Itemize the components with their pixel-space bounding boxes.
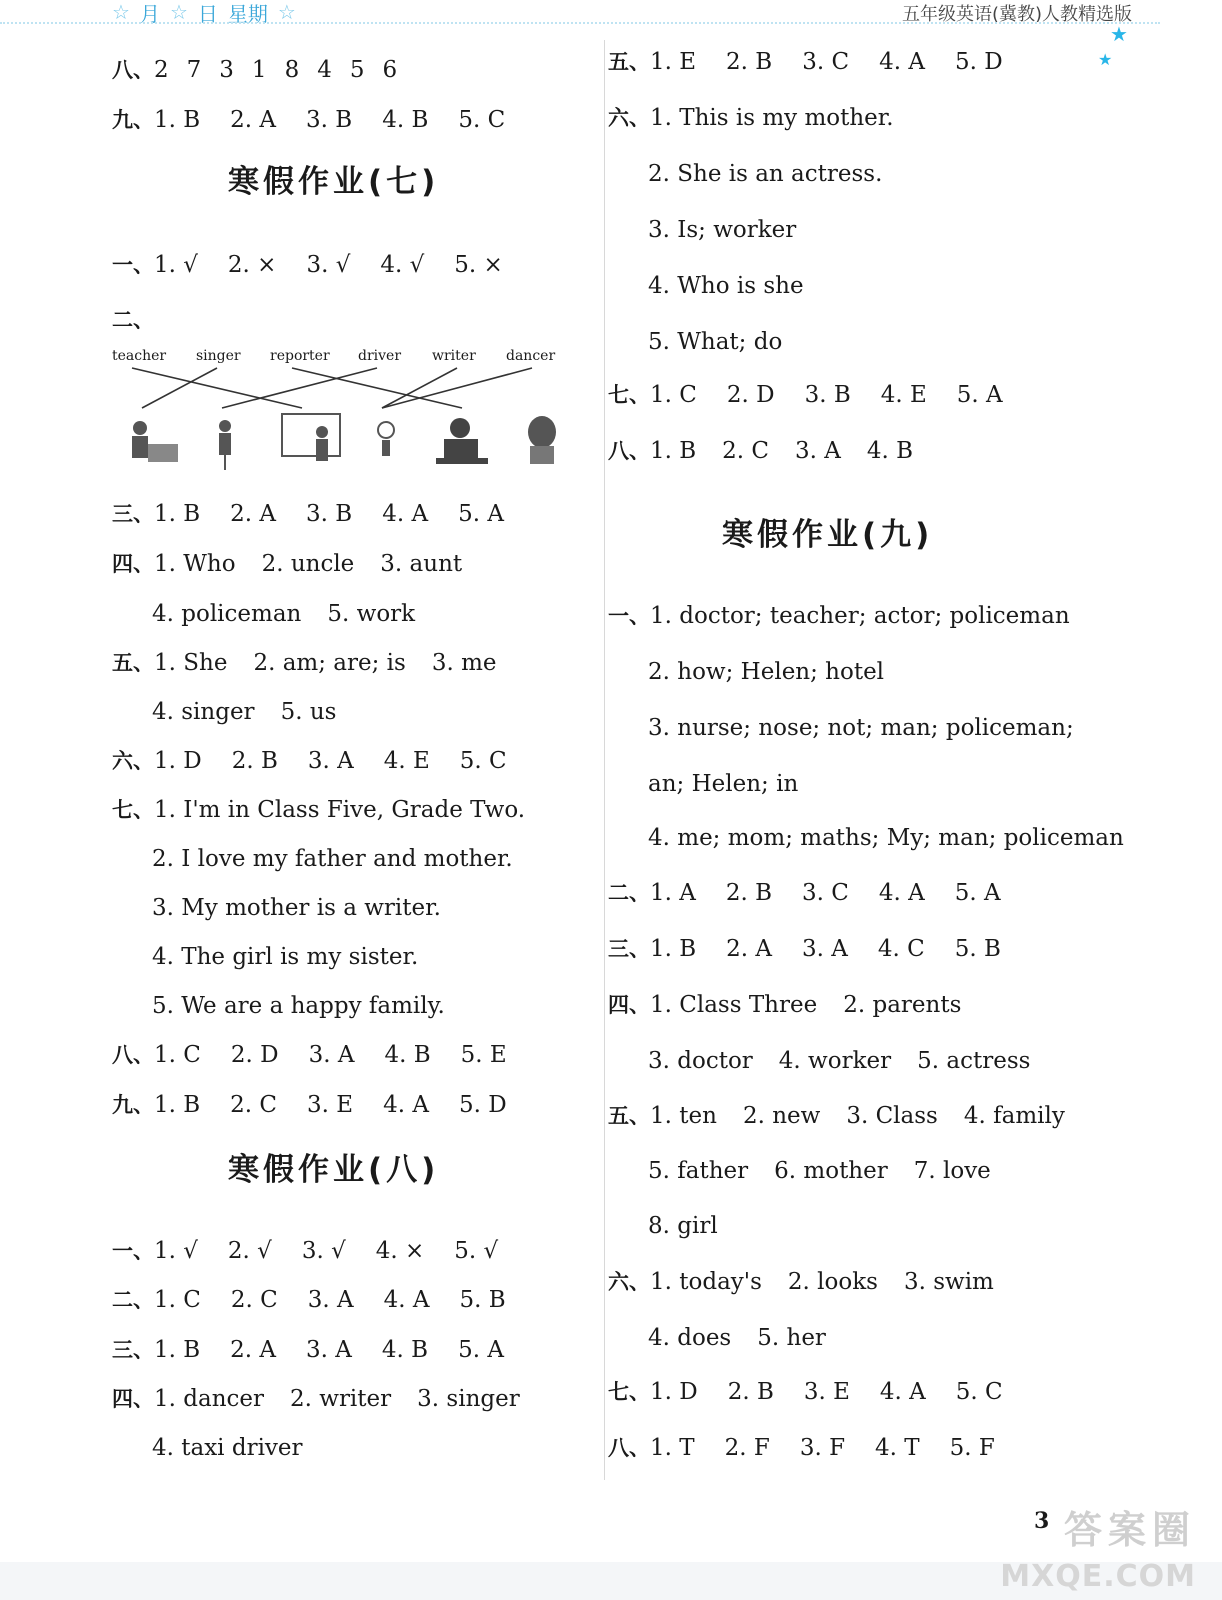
answer-item: 2. D (726, 382, 775, 408)
answer-item: 3. C (802, 880, 849, 906)
match-word: teacher (112, 348, 167, 364)
matching-diagram (112, 348, 572, 478)
answer-row (608, 42, 1003, 82)
answer-item: 7. love (913, 1158, 991, 1184)
answer-item: 5. us (280, 699, 337, 725)
answer-row (112, 790, 525, 830)
answer-row (112, 1379, 520, 1419)
answer-item: 1. doctor; teacher; actor; policeman (650, 603, 1070, 629)
answer-item: 4. The girl is my sister. (152, 944, 419, 970)
header-dotted-rule (0, 22, 1160, 24)
answer-item: 2. F (724, 1435, 770, 1461)
answer-item: 4. A (382, 501, 429, 527)
answer-row (152, 888, 441, 928)
answer-item: 1. Who (154, 551, 236, 577)
section-number: 二、 (112, 308, 154, 332)
answer-item: 1. today's (650, 1269, 762, 1295)
answer-item: 5. her (757, 1325, 826, 1351)
answer-row (152, 1428, 303, 1468)
answer-item: 5. C (955, 1379, 1003, 1405)
answer-item: 1. B (154, 1337, 201, 1363)
section-number: 六、 (608, 1270, 650, 1294)
answer-item: 2. She is an actress. (648, 161, 883, 187)
answer-row (608, 98, 894, 138)
answer-item: 4. worker (778, 1048, 892, 1074)
answer-item: 4. Who is she (648, 273, 804, 299)
match-word: dancer (506, 348, 556, 364)
month-label: 月 (139, 1, 160, 26)
answer-row (648, 322, 782, 362)
answer-item: 3. A (795, 438, 841, 464)
answer-item: 2. looks (787, 1269, 878, 1295)
answer-item: 4 (317, 57, 332, 83)
section-number: 六、 (608, 106, 650, 130)
answer-item: 4. B (382, 107, 429, 133)
answer-item: 3. A (308, 1042, 355, 1068)
section-number: 三、 (112, 502, 154, 526)
section-number: 八、 (608, 1436, 650, 1460)
answer-item: 4. × (375, 1238, 425, 1264)
answer-row (648, 1041, 1030, 1081)
answer-item: 5. actress (917, 1048, 1031, 1074)
answer-item: 4. B (381, 1337, 429, 1363)
answer-item: 1. A (650, 880, 696, 906)
answer-item: 4. E (880, 382, 927, 408)
answer-item: 2. parents (843, 992, 962, 1018)
section-number: 七、 (112, 798, 154, 822)
answer-row (112, 1330, 504, 1370)
answer-item: 5. F (949, 1435, 995, 1461)
section-number: 八、 (112, 1043, 154, 1067)
answer-item: 3. swim (903, 1269, 994, 1295)
section-number: 九、 (112, 1093, 154, 1117)
section-number: 八、 (112, 58, 154, 82)
answer-item: 3. Class (846, 1103, 938, 1129)
answer-item: 2. new (742, 1103, 821, 1129)
section-number: 四、 (112, 552, 154, 576)
answer-item: 2. C (230, 1092, 278, 1118)
answer-item: 3. √ (306, 252, 351, 278)
answer-item: 8 (284, 57, 300, 83)
answer-item: 4. A (879, 1379, 926, 1405)
answer-row (608, 985, 961, 1025)
answer-item: 1. B (650, 936, 697, 962)
answer-item: 3. Is; worker (648, 217, 797, 243)
answer-row (112, 544, 462, 584)
section-number: 三、 (112, 1338, 154, 1362)
answer-item: 2. × (227, 252, 277, 278)
answer-row (112, 1280, 506, 1320)
match-word: reporter (270, 348, 330, 364)
page-number: 3 (1034, 1508, 1050, 1534)
answer-item: 1. D (650, 1379, 698, 1405)
answer-item: 4. B (384, 1042, 431, 1068)
answer-item: 2. A (230, 1337, 277, 1363)
section-number: 一、 (112, 1239, 154, 1263)
answer-item: 2. am; are; is (253, 650, 406, 676)
answer-item: 5. A (458, 1337, 504, 1363)
watermark-logo: 答案圈 (1063, 1508, 1196, 1552)
star-icon: ☆ (277, 0, 296, 24)
answer-item: 1. T (650, 1435, 695, 1461)
answer-item: 4. C (877, 936, 925, 962)
answer-item: 5 (349, 57, 365, 83)
answer-item: 4. taxi driver (152, 1435, 303, 1461)
answer-row (112, 1231, 498, 1271)
answer-item: 3 (219, 57, 234, 83)
answer-item: 6 (382, 57, 398, 83)
answer-item: 4. singer (152, 699, 255, 725)
weekday-label: 星期 (227, 1, 268, 26)
answer-item: 3. A (307, 1287, 354, 1313)
answer-item: 4. E (383, 748, 430, 774)
answer-item: 2. A (726, 936, 773, 962)
answer-item: 3. doctor (648, 1048, 753, 1074)
answer-row (648, 1151, 991, 1191)
answer-item: 2. B (725, 880, 773, 906)
matching-lines (112, 348, 572, 478)
answer-item: 1. C (154, 1042, 201, 1068)
section-number: 五、 (112, 651, 154, 675)
answer-row (608, 1372, 1003, 1412)
answer-item: 2. I love my father and mother. (152, 846, 513, 872)
answer-row (112, 100, 505, 140)
answer-item: 1. B (650, 438, 697, 464)
section-title: 寒假作业(七) (228, 164, 440, 200)
answer-row (152, 986, 445, 1026)
answer-item: 1. D (154, 748, 202, 774)
answer-item: 1. √ (154, 1238, 198, 1264)
answer-row (112, 1085, 507, 1125)
answer-row (608, 596, 1070, 636)
watermark-url: MXQE.COM (1000, 1559, 1196, 1594)
answer-item: 3. B (306, 501, 353, 527)
star-icon: ★ (1098, 50, 1113, 69)
answer-item: 5. B (954, 936, 1001, 962)
answer-item: 4. does (648, 1325, 732, 1351)
answer-row (152, 594, 415, 634)
answer-item: 5. D (954, 49, 1003, 75)
section-number: 七、 (608, 1380, 650, 1404)
answer-item: 1. ten (650, 1103, 717, 1129)
section-number: 六、 (112, 749, 154, 773)
answer-row (112, 741, 507, 781)
section-number: 九、 (112, 108, 154, 132)
answer-item: 2. C (230, 1287, 278, 1313)
answer-item: 5. A (458, 501, 504, 527)
answer-item: 3. A (306, 1337, 352, 1363)
answer-row (648, 818, 1124, 858)
answer-item: 2 (154, 57, 169, 83)
answer-item: 3. E (803, 1379, 850, 1405)
day-label: 日 (197, 1, 218, 26)
answer-item: 5. What; do (648, 329, 783, 355)
answer-item: 3. nurse; nose; not; man; policeman; (648, 715, 1074, 741)
answer-item: 2. B (727, 1379, 774, 1405)
answer-item: 1. B (154, 501, 201, 527)
answer-item: 3. E (307, 1092, 354, 1118)
answer-item: 6. mother (774, 1158, 888, 1184)
answer-row (112, 245, 503, 285)
answer-item: 4. A (878, 880, 925, 906)
answer-row (112, 494, 504, 534)
answer-item: an; Helen; in (648, 771, 799, 797)
section-title: 寒假作业(九) (722, 517, 934, 553)
answer-item: 1. C (154, 1287, 201, 1313)
answer-item: 2. √ (227, 1238, 272, 1264)
answer-item: 4. √ (380, 252, 425, 278)
answer-item: 5. We are a happy family. (152, 993, 445, 1019)
answer-item: 5. C (459, 748, 507, 774)
answer-item: 1. She (154, 650, 228, 676)
answer-item: 7 (186, 57, 202, 83)
answer-item: 4. family (963, 1103, 1065, 1129)
answer-item: 3. B (306, 107, 353, 133)
answer-item: 4. A (879, 49, 925, 75)
answer-item: 3. B (804, 382, 851, 408)
answer-row (112, 643, 497, 683)
answer-item: 3. A (307, 748, 354, 774)
answer-item: 2. B (231, 748, 278, 774)
section-number: 一、 (608, 604, 650, 628)
answer-item: 5. × (454, 252, 503, 278)
answer-item: 4. A (383, 1287, 430, 1313)
answer-item: 3. aunt (380, 551, 463, 577)
star-icon: ☆ (169, 0, 188, 24)
answer-row (152, 692, 336, 732)
page-header (0, 0, 1222, 28)
answer-row (648, 1318, 826, 1358)
answer-item: 3. My mother is a writer. (152, 895, 441, 921)
answer-item: 5. B (459, 1287, 506, 1313)
answer-item: 4. T (875, 1435, 920, 1461)
answer-item: 2. uncle (261, 551, 355, 577)
match-word: singer (196, 348, 241, 364)
answer-item: 2. how; Helen; hotel (648, 659, 885, 685)
star-icon: ☆ (112, 0, 130, 24)
answer-item: 2. A (230, 107, 277, 133)
answer-item: 2. C (722, 438, 770, 464)
answer-row (648, 266, 804, 306)
answer-item: 1. C (650, 382, 697, 408)
answer-item: 1. E (650, 49, 697, 75)
answer-item: 5. E (460, 1042, 507, 1068)
answer-row (112, 50, 397, 90)
answer-item: 1. I'm in Class Five, Grade Two. (154, 797, 526, 823)
answer-item: 1. √ (154, 252, 198, 278)
answer-row (648, 764, 798, 804)
answer-item: 5. A (956, 382, 1003, 408)
answer-item: 3. √ (301, 1238, 346, 1264)
answer-row (608, 1428, 995, 1468)
section-number: 五、 (608, 50, 650, 74)
answer-row (648, 652, 884, 692)
section-number: 七、 (608, 383, 650, 407)
answer-item: 1. This is my mother. (650, 105, 894, 131)
answer-row (608, 375, 1003, 415)
section-number: 八、 (608, 439, 650, 463)
answer-item: 1. Class Three (650, 992, 818, 1018)
answer-item: 3. C (802, 49, 850, 75)
answer-item: 2. D (230, 1042, 279, 1068)
section-number: 一、 (112, 253, 154, 277)
answer-row (648, 1206, 718, 1246)
match-word: writer (432, 348, 476, 364)
answer-item: 3. singer (417, 1386, 520, 1412)
answer-item: 1. B (154, 107, 201, 133)
answer-item: 4. B (866, 438, 914, 464)
answer-row (648, 154, 882, 194)
answer-item: 1. B (154, 1092, 201, 1118)
section-title: 寒假作业(八) (228, 1152, 440, 1188)
section-number: 五、 (608, 1104, 650, 1128)
answer-row (608, 1262, 994, 1302)
answer-row (608, 1096, 1065, 1136)
section-number: 三、 (608, 937, 650, 961)
answer-item: 5. A (954, 880, 1001, 906)
answer-row (608, 929, 1001, 969)
answer-item: 5. C (458, 107, 506, 133)
section-number: 二、 (608, 881, 650, 905)
book-title: 五年级英语(冀教)人教精选版 (901, 4, 1132, 22)
answer-row (608, 431, 913, 471)
answer-item: 4. me; mom; maths; My; man; policeman (648, 825, 1124, 851)
star-icon: ★ (1110, 22, 1128, 46)
answer-item: 5. √ (454, 1238, 499, 1264)
person-illustrations (132, 414, 556, 470)
answer-item: 2. A (230, 501, 277, 527)
match-word: driver (358, 348, 402, 364)
answer-item: 5. father (648, 1158, 749, 1184)
answer-row (608, 873, 1001, 913)
answer-item: 2. writer (290, 1386, 392, 1412)
answer-item: 3. A (802, 936, 848, 962)
answer-item: 5. work (327, 601, 416, 627)
answer-item: 3. me (431, 650, 497, 676)
answer-item: 1. dancer (154, 1386, 264, 1412)
answer-row (112, 1035, 507, 1075)
date-fields (112, 0, 296, 24)
section-number: 四、 (112, 1387, 154, 1411)
answer-item: 5. D (458, 1092, 507, 1118)
answer-item: 1 (251, 57, 267, 83)
column-divider (604, 40, 605, 1480)
answer-row (112, 300, 154, 340)
answer-row (152, 937, 418, 977)
answer-item: 4. A (383, 1092, 429, 1118)
answer-row (648, 708, 1074, 748)
answer-item: 8. girl (648, 1213, 718, 1239)
section-number: 四、 (608, 993, 650, 1017)
answer-item: 4. policeman (152, 601, 302, 627)
answer-item: 3. F (799, 1435, 846, 1461)
answer-item: 2. B (726, 49, 773, 75)
answer-row (152, 839, 513, 879)
answer-row (648, 210, 796, 250)
section-number: 二、 (112, 1288, 154, 1312)
